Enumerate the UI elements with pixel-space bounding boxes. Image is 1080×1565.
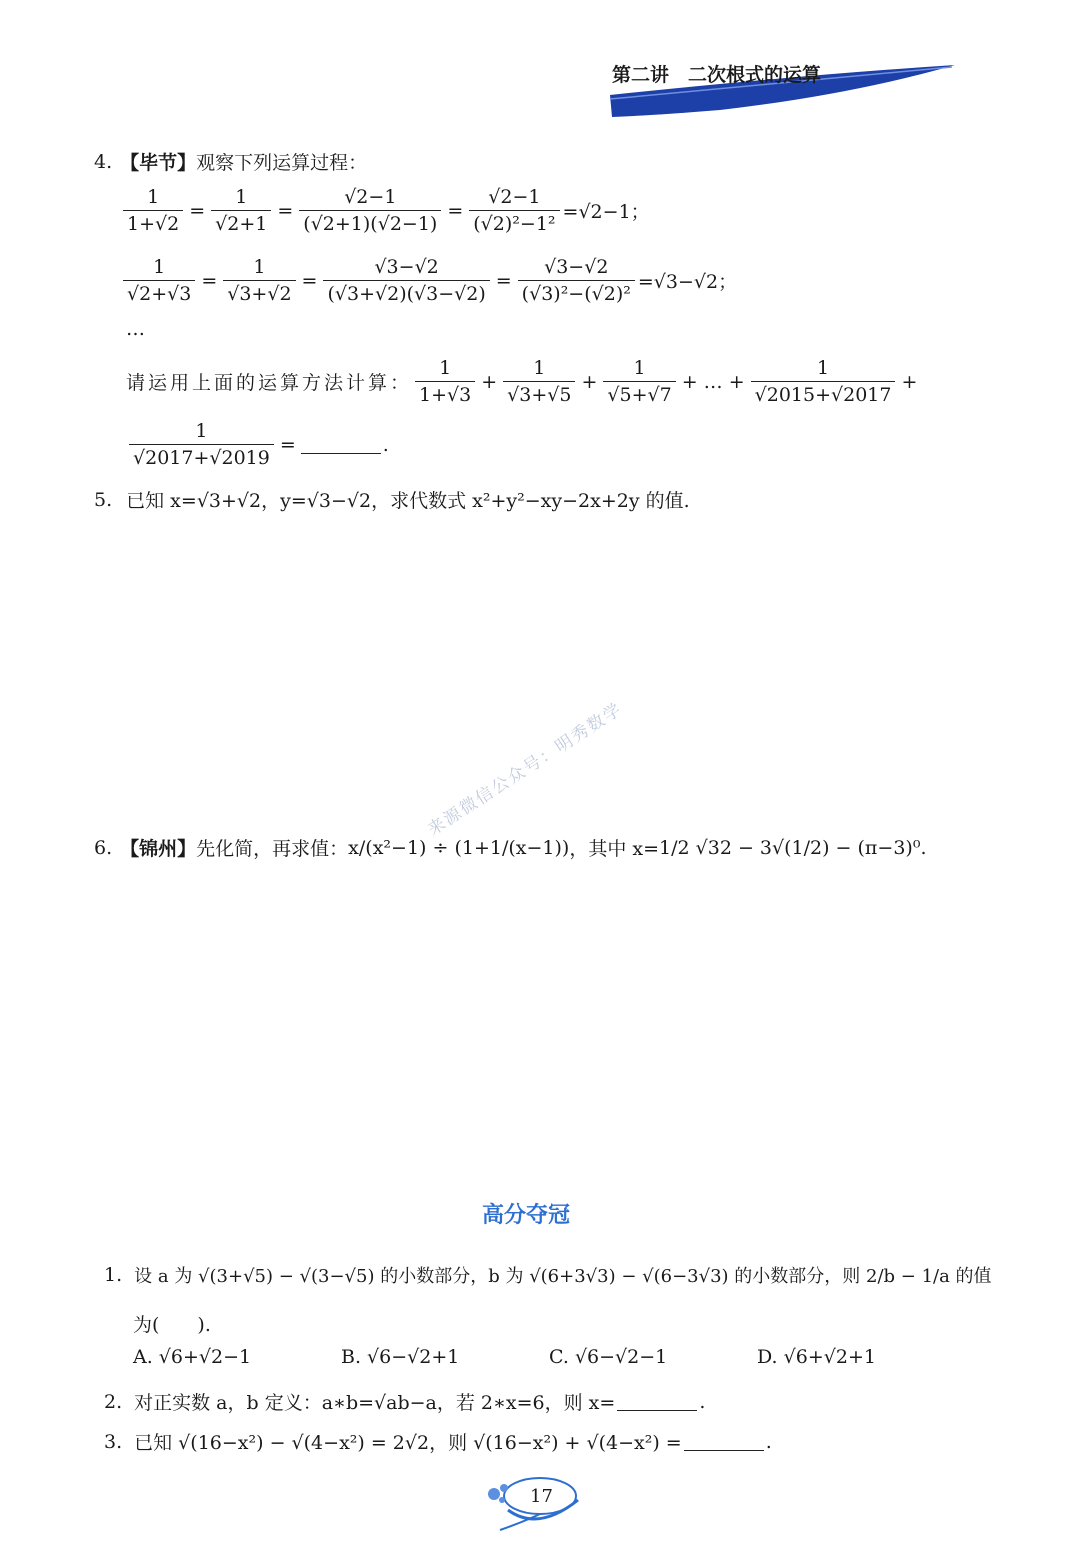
q5-text: 已知 x=√3+√2，y=√3−√2，求代数式 x²+y²−xy−2x+2y 的值. [126, 490, 690, 512]
q4-number: 4. [94, 150, 113, 173]
fraction: $\frac{1}{√2+√3}$ [123, 256, 195, 305]
option-a[interactable]: A. √6+√2−1 [133, 1346, 252, 1368]
page-header-title: 第二讲 二次根式的运算 [612, 64, 822, 86]
q4-line1: $\frac{1}{1+√2}$ = $\frac{1}{√2+1}$ = $\frac{√2-1}{(√2+1)(√2-1)}$ = $\frac{√2-1}{\text{(√2)²−1²}}$ =√2−1； [120, 186, 650, 235]
q6 [94, 834, 927, 861]
fraction: $\frac{1}{√5+√7}$ [603, 357, 675, 406]
q5 [94, 486, 690, 513]
q6-source: 【锦州】 [120, 838, 197, 860]
p1-text2: 为( ). [133, 1314, 211, 1336]
option-c[interactable]: C. √6−√2−1 [549, 1346, 668, 1368]
fraction: $\frac{1}{√3+√5}$ [503, 357, 575, 406]
q6-number: 6. [94, 836, 113, 859]
q4-task: 请运用上面的运算方法计算： [126, 372, 413, 394]
q4-intro [94, 148, 367, 175]
q4-ellipsis: … [126, 318, 145, 340]
q4-line2-result: =√3−√2； [637, 271, 738, 293]
p2: 2. 对正实数 a，b 定义：a∗b=√ab−a，若 2∗x=6，则 x= . [104, 1388, 705, 1415]
fraction: $\frac{1}{√2017+√2019}$ [129, 420, 274, 469]
p2-text: 对正实数 a，b 定义：a∗b=√ab−a，若 2∗x=6，则 x= [134, 1392, 616, 1414]
q5-number: 5. [94, 488, 113, 511]
fraction: $\frac{1}{√3+√2}$ [223, 256, 295, 305]
q6-text-b: ，其中 x= [569, 838, 660, 860]
fraction: $\frac{√2-1}{(√2+1)(√2-1)}$ [299, 186, 441, 235]
q4-intro-text: 观察下列运算过程： [196, 152, 368, 174]
fraction: $\frac{1}{√2015+√2017}$ [751, 357, 896, 406]
q4-line1-result: =√2−1； [562, 201, 650, 223]
q4-task-line: 请运用上面的运算方法计算： $\frac{1}{1+√3}$ + $\frac{1}{√3+√5}$ + $\frac{1}{√5+√7}$ + … + $\frac{1}{√2015+√2017}$ + [126, 357, 918, 406]
option-d[interactable]: D. √6+√2+1 [757, 1346, 876, 1368]
p3: 3. 已知 √(16−x²) − √(4−x²) = 2√2，则 √(16−x²) + √(4−x²) = . [104, 1428, 772, 1455]
answer-blank[interactable] [617, 1392, 697, 1411]
p3-number: 3. [104, 1430, 123, 1453]
p2-number: 2. [104, 1390, 123, 1413]
p1-options [133, 1346, 876, 1368]
fraction: $\frac{√2-1}{\text{(√2)²−1²}}$ [469, 186, 559, 235]
q6-value: 1/2 √32 − 3√(1/2) − (π−3)⁰. [659, 836, 927, 859]
sum-dots: + … + [681, 370, 745, 393]
p1-text: 设 a 为 √(3+√5) − √(3−√5) 的小数部分，b 为 √(6+3√3) − √(6−3√3) 的小数部分，则 2/b − 1/a 的值 [134, 1266, 992, 1287]
p1 [104, 1262, 992, 1288]
q4-line2: $\frac{1}{√2+√3}$ = $\frac{1}{√3+√2}$ = $\frac{√3-√2}{(√3+√2)(√3-√2)}$ = $\frac{√3-√2}{\text{(√3)²−(√2)²}}$ =√3−√2； [120, 256, 737, 305]
section-title: 高分夺冠 [482, 1203, 571, 1228]
option-b[interactable]: B. √6−√2+1 [341, 1346, 460, 1368]
answer-blank[interactable] [684, 1432, 764, 1451]
fraction: $\frac{√3-√2}{(√3+√2)(√3-√2)}$ [323, 256, 489, 305]
fraction: $\frac{1}{√2+1}$ [211, 186, 271, 235]
fraction: $\frac{1}{1+√3}$ [415, 357, 475, 406]
answer-blank[interactable] [301, 435, 381, 454]
q4-task-line2: $\frac{1}{√2017+√2019}$ = . [126, 420, 389, 469]
watermark-text: 来源微信公众号：明秀数学 [424, 699, 627, 841]
fraction: $\frac{1}{1+√2}$ [123, 186, 183, 235]
fraction: $\frac{√3-√2}{\text{(√3)²−(√2)²}}$ [518, 256, 635, 305]
q4-source: 【毕节】 [120, 152, 197, 174]
q6-expression: x/(x²−1) ÷ (1+1/(x−1)) [348, 836, 570, 859]
p3-text: 已知 √(16−x²) − √(4−x²) = 2√2，则 √(16−x²) + √(4−x²) = [134, 1432, 682, 1454]
p1-number: 1. [104, 1264, 123, 1286]
q6-text-a: 先化简，再求值： [196, 838, 349, 860]
page-number: 17 [530, 1486, 553, 1507]
